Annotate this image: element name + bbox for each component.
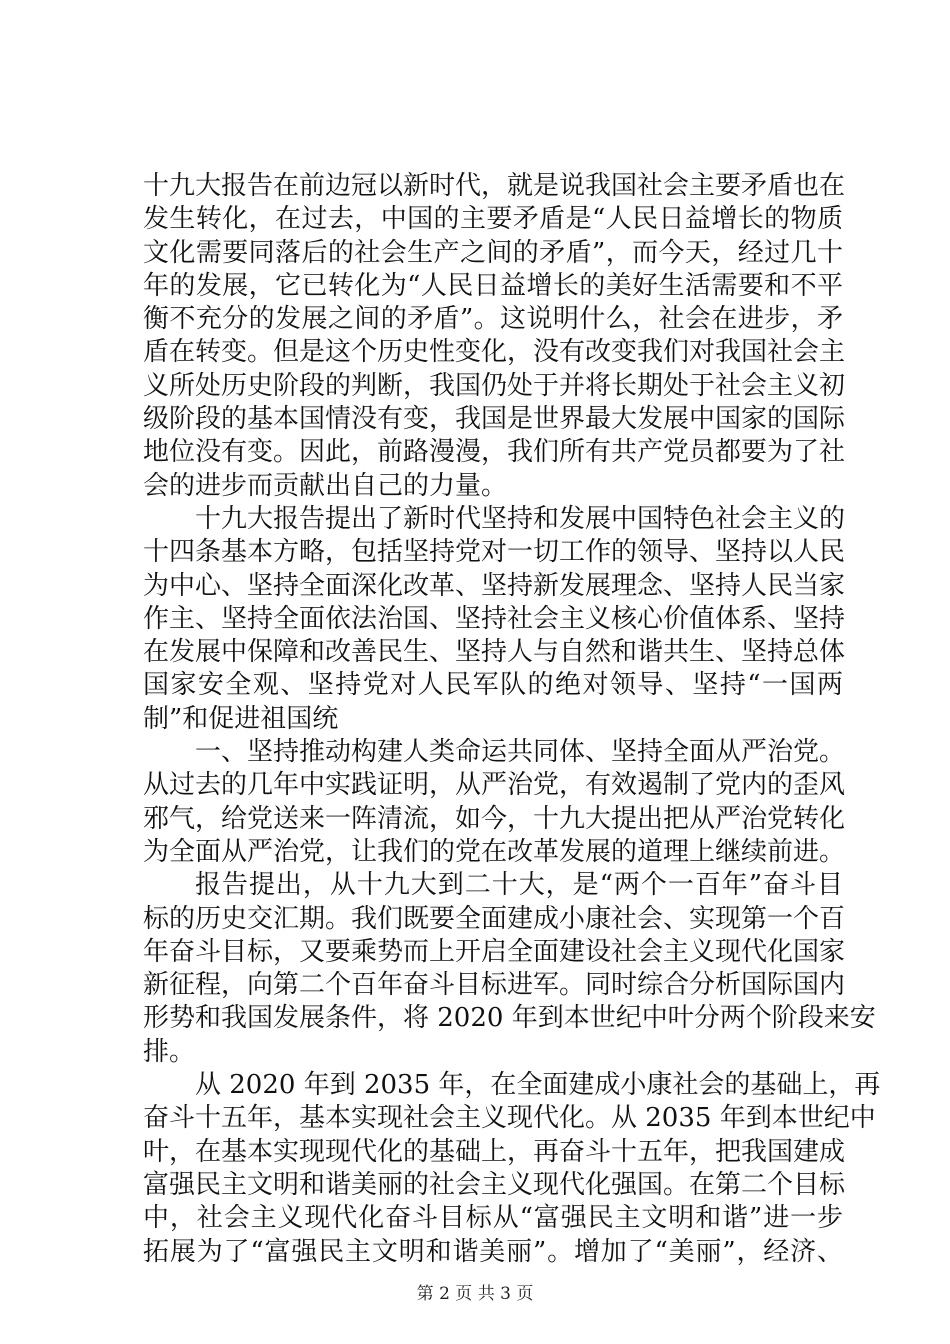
text-line: 义所处历史阶段的判断，我国仍处于并将长期处于社会主义初 xyxy=(143,370,846,401)
text-line: 衡不充分的发展之间的矛盾”。这说明什么，社会在进步，矛 xyxy=(143,304,843,335)
text-line: 邪气，给党送来一阵清流，如今，十九大提出把从严治党转化 xyxy=(143,803,846,834)
text-line: 为中心、坚持全面深化改革、坚持新发展理念、坚持人民当家 xyxy=(143,570,846,601)
text-line: 从过去的几年中实践证明，从严治党，有效遏制了党内的歪风 xyxy=(143,770,846,801)
text-line: 标的历史交汇期。我们既要全面建成小康社会、实现第一个百 xyxy=(143,903,846,934)
text-line: 在发展中保障和改善民生、坚持人与自然和谐共生、坚持总体 xyxy=(143,637,846,668)
text-line: 为全面从严治党，让我们的党在改革发展的道理上继续前进。 xyxy=(143,836,846,867)
text-line: 作主、坚持全面依法治国、坚持社会主义核心价值体系、坚持 xyxy=(143,603,846,634)
text-line: 排。 xyxy=(143,1036,196,1067)
document-body xyxy=(143,170,881,1269)
text-line: 报告提出，从十九大到二十大，是“两个一百年”奋斗目 xyxy=(195,870,843,901)
text-line: 奋斗十五年，基本实现社会主义现代化。从 2035 年到本世纪中 xyxy=(143,1103,876,1134)
text-line: 十九大报告提出了新时代坚持和发展中国特色社会主义的 xyxy=(195,503,846,534)
text-line: 制”和促进祖国统 xyxy=(143,703,339,734)
text-line: 级阶段的基本国情没有变，我国是世界最大发展中国家的国际 xyxy=(143,404,846,435)
text-line: 会的进步而贡献出自己的力量。 xyxy=(143,470,508,501)
text-line: 十九大报告在前边冠以新时代，就是说我国社会主要矛盾也在 xyxy=(143,171,846,201)
text-line: 文化需要同落后的社会生产之间的矛盾”，而今天，经过几十 xyxy=(143,237,843,268)
text-line: 叶，在基本实现现代化的基础上，再奋斗十五年，把我国建成 xyxy=(143,1136,846,1167)
text-line: 富强民主文明和谐美丽的社会主义现代化强国。在第二个目标 xyxy=(143,1169,846,1200)
text-line: 发生转化，在过去，中国的主要矛盾是“人民日益增长的物质 xyxy=(143,204,843,235)
text-line: 年的发展，它已转化为“人民日益增长的美好生活需要和不平 xyxy=(143,270,843,301)
text-line: 年奋斗目标，又要乘势而上开启全面建设社会主义现代化国家 xyxy=(143,936,846,967)
text-line: 一、坚持推动构建人类命运共同体、坚持全面从严治党。 xyxy=(195,737,846,768)
text-line: 地位没有变。因此，前路漫漫，我们所有共产党员都要为了社 xyxy=(143,437,846,468)
text-line: 盾在转变。但是这个历史性变化，没有改变我们对我国社会主 xyxy=(143,337,846,368)
text-line: 新征程，向第二个百年奋斗目标进军。同时综合分析国际国内 xyxy=(143,970,846,1001)
text-line: 形势和我国发展条件，将 2020 年到本世纪中叶分两个阶段来安 xyxy=(143,1003,876,1034)
page-footer: 第 2 页 共 3 页 xyxy=(416,1284,534,1304)
text-line: 十四条基本方略，包括坚持党对一切工作的领导、坚持以人民 xyxy=(143,537,846,568)
text-line: 从 2020 年到 2035 年，在全面建成小康社会的基础上，再 xyxy=(195,1070,881,1101)
text-line: 国家安全观、坚持党对人民军队的绝对领导、坚持“一国两 xyxy=(143,670,843,701)
text-line: 中，社会主义现代化奋斗目标从“富强民主文明和谐”进一步 xyxy=(143,1203,843,1234)
text-line: 拓展为了“富强民主文明和谐美丽”。增加了“美丽”，经济、 xyxy=(143,1236,843,1267)
